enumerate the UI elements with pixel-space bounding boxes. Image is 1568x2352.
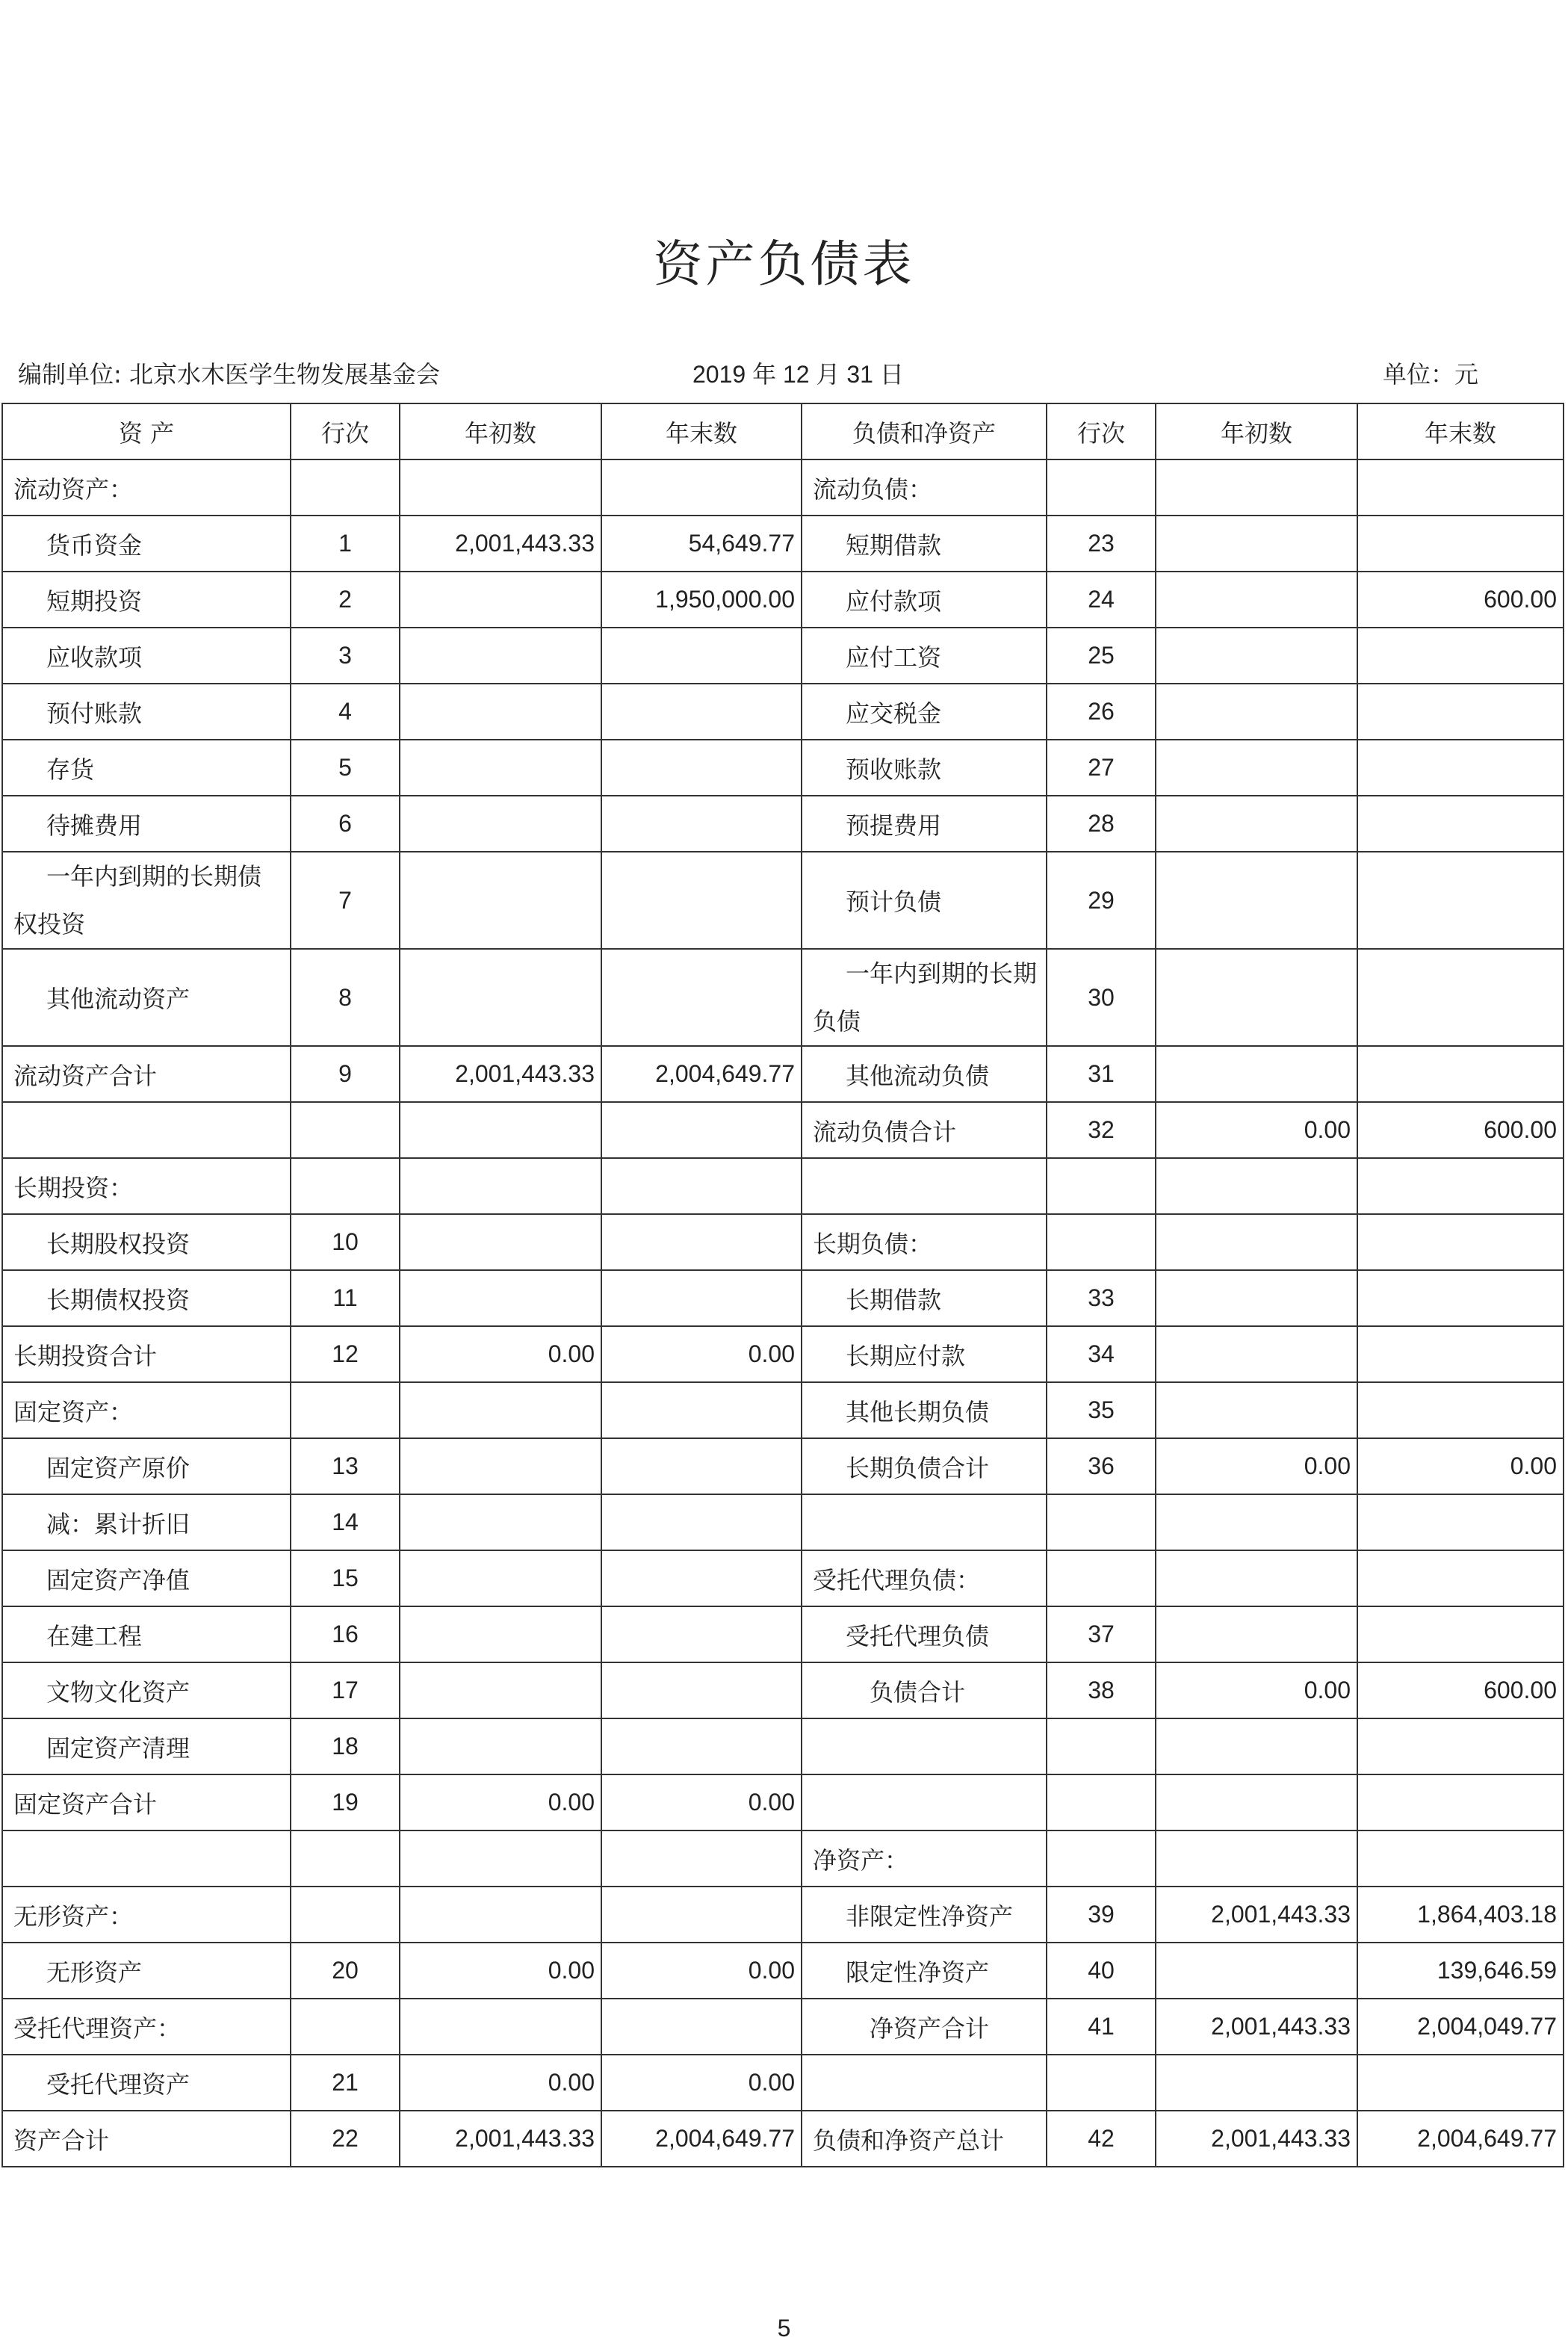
liability-end-value (1357, 1270, 1564, 1326)
asset-row-no: 22 (291, 2111, 400, 2167)
asset-row-no: 8 (291, 949, 400, 1046)
asset-row-no: 7 (291, 852, 400, 949)
asset-end-value (601, 1550, 802, 1606)
asset-begin-value (400, 740, 601, 796)
asset-begin-value (400, 852, 601, 949)
liability-row-no: 29 (1047, 852, 1156, 949)
asset-label: 流动资产合计 (2, 1046, 291, 1102)
liability-label: 长期应付款 (802, 1326, 1047, 1382)
liability-begin-value: 0.00 (1156, 1662, 1357, 1718)
liability-label (802, 1158, 1047, 1214)
asset-end-value (601, 1158, 802, 1214)
liability-label: 应付工资 (802, 628, 1047, 684)
liability-label (802, 1718, 1047, 1774)
asset-label: 存货 (2, 740, 291, 796)
asset-begin-value (400, 1550, 601, 1606)
liability-begin-value (1156, 684, 1357, 740)
asset-begin-value (400, 1662, 601, 1718)
header-begin: 年初数 (400, 403, 601, 459)
reporting-entity: 编制单位: 北京水木医学生物发展基金会 (18, 360, 440, 389)
asset-begin-value (400, 1102, 601, 1158)
liability-label (802, 2055, 1047, 2111)
liability-row-no: 27 (1047, 740, 1156, 796)
liability-begin-value (1156, 2055, 1357, 2111)
table-row (2, 459, 1564, 516)
liability-row-no (1047, 1550, 1156, 1606)
liability-row-no: 36 (1047, 1438, 1156, 1494)
asset-end-value (601, 1214, 802, 1270)
liability-begin-value (1156, 1326, 1357, 1382)
asset-end-value (601, 1999, 802, 2055)
liability-end-value: 600.00 (1357, 572, 1564, 628)
table-header-row (2, 403, 1564, 459)
table-row (2, 1943, 1564, 1999)
liability-end-value (1357, 1158, 1564, 1214)
asset-end-value (601, 1382, 802, 1438)
liability-begin-value: 0.00 (1156, 1102, 1357, 1158)
asset-label: 短期投资 (2, 572, 291, 628)
table-row (2, 1887, 1564, 1943)
asset-label: 长期股权投资 (2, 1214, 291, 1270)
liability-row-no: 26 (1047, 684, 1156, 740)
liability-end-value (1357, 1494, 1564, 1550)
liability-end-value (1357, 684, 1564, 740)
liability-begin-value (1156, 1830, 1357, 1887)
liability-end-value (1357, 1830, 1564, 1887)
liability-row-no (1047, 1774, 1156, 1830)
liability-label: 限定性净资产 (802, 1943, 1047, 1999)
liability-row-no: 30 (1047, 949, 1156, 1046)
asset-begin-value (400, 1270, 601, 1326)
asset-end-value (601, 628, 802, 684)
liability-begin-value (1156, 1494, 1357, 1550)
asset-end-value (601, 459, 802, 516)
liability-begin-value (1156, 852, 1357, 949)
asset-begin-value (400, 1438, 601, 1494)
asset-begin-value (400, 1830, 601, 1887)
liability-end-value (1357, 1550, 1564, 1606)
liability-end-value (1357, 1326, 1564, 1382)
liability-label: 负债和净资产总计 (802, 2111, 1047, 2167)
table-row (2, 1999, 1564, 2055)
liability-end-value (1357, 459, 1564, 516)
asset-label: 受托代理资产 (2, 2055, 291, 2111)
balance-sheet-table (1, 403, 1564, 2167)
currency-unit: 单位：元 (1383, 360, 1479, 389)
asset-end-value: 0.00 (601, 1943, 802, 1999)
asset-label: 固定资产原价 (2, 1438, 291, 1494)
asset-label: 无形资产 (2, 1943, 291, 1999)
table-row (2, 1550, 1564, 1606)
asset-row-no: 14 (291, 1494, 400, 1550)
asset-row-no: 11 (291, 1270, 400, 1326)
liability-row-no: 32 (1047, 1102, 1156, 1158)
asset-label: 在建工程 (2, 1606, 291, 1662)
liability-begin-value: 2,001,443.33 (1156, 1887, 1357, 1943)
liability-row-no: 28 (1047, 796, 1156, 852)
asset-label (2, 1102, 291, 1158)
liability-begin-value (1156, 1158, 1357, 1214)
header-end-2: 年末数 (1357, 403, 1564, 459)
liability-label: 一年内到期的长期负债 (802, 949, 1047, 1046)
liability-row-no: 23 (1047, 516, 1156, 572)
header-asset: 资 产 (2, 403, 291, 459)
asset-row-no: 13 (291, 1438, 400, 1494)
liability-begin-value (1156, 1270, 1357, 1326)
asset-label: 一年内到期的长期债权投资 (2, 852, 291, 949)
asset-row-no: 18 (291, 1718, 400, 1774)
liability-label (802, 1494, 1047, 1550)
liability-begin-value (1156, 1774, 1357, 1830)
asset-label: 应收款项 (2, 628, 291, 684)
liability-end-value: 2,004,049.77 (1357, 1999, 1564, 2055)
asset-end-value (601, 1606, 802, 1662)
asset-end-value (601, 796, 802, 852)
liability-begin-value (1156, 459, 1357, 516)
liability-label: 预收账款 (802, 740, 1047, 796)
report-date: 2019 年 12 月 31 日 (692, 361, 904, 388)
asset-end-value (601, 684, 802, 740)
table-row (2, 796, 1564, 852)
asset-row-no: 2 (291, 572, 400, 628)
liability-label: 长期借款 (802, 1270, 1047, 1326)
liability-label: 流动负债合计 (802, 1102, 1047, 1158)
liability-begin-value (1156, 796, 1357, 852)
asset-end-value: 0.00 (601, 1774, 802, 1830)
asset-end-value: 0.00 (601, 1326, 802, 1382)
asset-begin-value (400, 572, 601, 628)
asset-row-no: 9 (291, 1046, 400, 1102)
asset-begin-value (400, 796, 601, 852)
header-liability: 负债和净资产 (802, 403, 1047, 459)
liability-row-no: 40 (1047, 1943, 1156, 1999)
liability-row-no (1047, 1830, 1156, 1887)
liability-row-no: 24 (1047, 572, 1156, 628)
liability-begin-value: 2,001,443.33 (1156, 1999, 1357, 2055)
asset-begin-value (400, 1382, 601, 1438)
table-row (2, 1606, 1564, 1662)
asset-row-no (291, 1158, 400, 1214)
liability-row-no (1047, 1494, 1156, 1550)
liability-end-value (1357, 852, 1564, 949)
liability-begin-value: 0.00 (1156, 1438, 1357, 1494)
table-row (2, 1718, 1564, 1774)
asset-begin-value (400, 628, 601, 684)
asset-row-no: 1 (291, 516, 400, 572)
liability-begin-value (1156, 1046, 1357, 1102)
asset-end-value: 1,950,000.00 (601, 572, 802, 628)
asset-end-value (601, 1718, 802, 1774)
liability-label: 净资产合计 (802, 1999, 1047, 2055)
liability-label: 流动负债： (802, 459, 1047, 516)
liability-begin-value (1156, 628, 1357, 684)
liability-row-no: 38 (1047, 1662, 1156, 1718)
asset-end-value: 2,004,649.77 (601, 2111, 802, 2167)
table-row (2, 1494, 1564, 1550)
asset-label: 货币资金 (2, 516, 291, 572)
asset-begin-value (400, 1214, 601, 1270)
asset-row-no: 17 (291, 1662, 400, 1718)
table-row (2, 1774, 1564, 1830)
asset-begin-value (400, 1999, 601, 2055)
liability-row-no: 34 (1047, 1326, 1156, 1382)
liability-label: 长期负债合计 (802, 1438, 1047, 1494)
asset-end-value (601, 949, 802, 1046)
liability-row-no: 41 (1047, 1999, 1156, 2055)
liability-end-value (1357, 1774, 1564, 1830)
asset-label: 预付账款 (2, 684, 291, 740)
asset-end-value (601, 740, 802, 796)
asset-label: 受托代理资产： (2, 1999, 291, 2055)
asset-label: 资产合计 (2, 2111, 291, 2167)
liability-label: 预计负债 (802, 852, 1047, 949)
liability-end-value (1357, 2055, 1564, 2111)
liability-row-no: 35 (1047, 1382, 1156, 1438)
liability-row-no (1047, 1214, 1156, 1270)
asset-label: 固定资产合计 (2, 1774, 291, 1830)
liability-end-value (1357, 628, 1564, 684)
liability-row-no: 25 (1047, 628, 1156, 684)
liability-row-no: 31 (1047, 1046, 1156, 1102)
liability-label: 其他流动负债 (802, 1046, 1047, 1102)
table-row (2, 1382, 1564, 1438)
liability-end-value (1357, 949, 1564, 1046)
asset-begin-value (400, 1494, 601, 1550)
table-row (2, 1662, 1564, 1718)
asset-begin-value (400, 684, 601, 740)
liability-end-value: 139,646.59 (1357, 1943, 1564, 1999)
liability-begin-value (1156, 516, 1357, 572)
asset-row-no (291, 459, 400, 516)
asset-begin-value: 0.00 (400, 1774, 601, 1830)
liability-label: 应交税金 (802, 684, 1047, 740)
liability-row-no: 33 (1047, 1270, 1156, 1326)
asset-label (2, 1830, 291, 1887)
liability-end-value (1357, 1382, 1564, 1438)
liability-label: 预提费用 (802, 796, 1047, 852)
table-row (2, 1158, 1564, 1214)
liability-end-value: 600.00 (1357, 1662, 1564, 1718)
asset-row-no: 6 (291, 796, 400, 852)
liability-end-value (1357, 1606, 1564, 1662)
asset-end-value (601, 1270, 802, 1326)
liability-begin-value (1156, 1606, 1357, 1662)
asset-begin-value: 0.00 (400, 1326, 601, 1382)
liability-row-no (1047, 1158, 1156, 1214)
table-row (2, 1438, 1564, 1494)
asset-begin-value: 2,001,443.33 (400, 516, 601, 572)
asset-row-no: 3 (291, 628, 400, 684)
asset-begin-value (400, 1606, 601, 1662)
asset-end-value (601, 1830, 802, 1887)
page-title: 资产负债表 (653, 235, 915, 293)
asset-row-no: 20 (291, 1943, 400, 1999)
liability-end-value: 2,004,649.77 (1357, 2111, 1564, 2167)
liability-end-value: 600.00 (1357, 1102, 1564, 1158)
liability-label: 负债合计 (802, 1662, 1047, 1718)
asset-label: 固定资产清理 (2, 1718, 291, 1774)
asset-label: 固定资产： (2, 1382, 291, 1438)
liability-end-value (1357, 516, 1564, 572)
header-row-no-2: 行次 (1047, 403, 1156, 459)
liability-begin-value: 2,001,443.33 (1156, 2111, 1357, 2167)
asset-label: 其他流动资产 (2, 949, 291, 1046)
liability-begin-value (1156, 740, 1357, 796)
asset-end-value (601, 1102, 802, 1158)
table-row (2, 684, 1564, 740)
asset-label: 流动资产： (2, 459, 291, 516)
asset-end-value (601, 1494, 802, 1550)
asset-row-no: 19 (291, 1774, 400, 1830)
page-number: 5 (777, 2315, 791, 2342)
liability-row-no (1047, 1718, 1156, 1774)
liability-end-value (1357, 1214, 1564, 1270)
liability-end-value (1357, 796, 1564, 852)
liability-row-no: 37 (1047, 1606, 1156, 1662)
asset-row-no: 21 (291, 2055, 400, 2111)
asset-row-no (291, 1999, 400, 2055)
table-row (2, 740, 1564, 796)
asset-begin-value (400, 949, 601, 1046)
asset-label: 待摊费用 (2, 796, 291, 852)
asset-end-value: 2,004,649.77 (601, 1046, 802, 1102)
liability-end-value (1357, 1718, 1564, 1774)
header-begin-2: 年初数 (1156, 403, 1357, 459)
table-row (2, 1102, 1564, 1158)
table-row (2, 516, 1564, 572)
liability-row-no (1047, 2055, 1156, 2111)
liability-label: 短期借款 (802, 516, 1047, 572)
asset-label: 长期债权投资 (2, 1270, 291, 1326)
liability-begin-value (1156, 949, 1357, 1046)
liability-label: 受托代理负债 (802, 1606, 1047, 1662)
asset-label: 长期投资合计 (2, 1326, 291, 1382)
asset-begin-value (400, 459, 601, 516)
table-row (2, 1046, 1564, 1102)
liability-label: 其他长期负债 (802, 1382, 1047, 1438)
table-row (2, 2111, 1564, 2167)
table-row (2, 1214, 1564, 1270)
liability-label: 非限定性净资产 (802, 1887, 1047, 1943)
asset-begin-value: 2,001,443.33 (400, 2111, 601, 2167)
asset-begin-value (400, 1887, 601, 1943)
liability-label: 长期负债： (802, 1214, 1047, 1270)
asset-begin-value: 0.00 (400, 1943, 601, 1999)
liability-begin-value (1156, 1214, 1357, 1270)
liability-end-value (1357, 740, 1564, 796)
liability-label (802, 1774, 1047, 1830)
table-row (2, 1270, 1564, 1326)
asset-row-no (291, 1887, 400, 1943)
asset-label: 长期投资： (2, 1158, 291, 1214)
liability-end-value: 0.00 (1357, 1438, 1564, 1494)
asset-end-value (601, 852, 802, 949)
table-row (2, 1326, 1564, 1382)
asset-end-value: 0.00 (601, 2055, 802, 2111)
header-row-no: 行次 (291, 403, 400, 459)
asset-begin-value: 0.00 (400, 2055, 601, 2111)
liability-row-no: 39 (1047, 1887, 1156, 1943)
liability-end-value (1357, 1046, 1564, 1102)
asset-row-no: 10 (291, 1214, 400, 1270)
table-row (2, 2055, 1564, 2111)
asset-end-value (601, 1887, 802, 1943)
asset-label: 无形资产： (2, 1887, 291, 1943)
asset-begin-value (400, 1718, 601, 1774)
asset-row-no (291, 1830, 400, 1887)
asset-end-value (601, 1438, 802, 1494)
table-row (2, 1830, 1564, 1887)
asset-row-no (291, 1382, 400, 1438)
asset-label: 减：累计折旧 (2, 1494, 291, 1550)
asset-label: 固定资产净值 (2, 1550, 291, 1606)
liability-label: 应付款项 (802, 572, 1047, 628)
liability-label: 净资产： (802, 1830, 1047, 1887)
liability-end-value: 1,864,403.18 (1357, 1887, 1564, 1943)
asset-end-value (601, 1662, 802, 1718)
asset-row-no (291, 1102, 400, 1158)
liability-row-no (1047, 459, 1156, 516)
asset-row-no: 16 (291, 1606, 400, 1662)
asset-label: 文物文化资产 (2, 1662, 291, 1718)
table-row (2, 572, 1564, 628)
asset-row-no: 5 (291, 740, 400, 796)
table-row (2, 628, 1564, 684)
liability-begin-value (1156, 1718, 1357, 1774)
asset-end-value: 54,649.77 (601, 516, 802, 572)
liability-begin-value (1156, 1550, 1357, 1606)
liability-label: 受托代理负债： (802, 1550, 1047, 1606)
liability-begin-value (1156, 1943, 1357, 1999)
liability-begin-value (1156, 572, 1357, 628)
asset-row-no: 15 (291, 1550, 400, 1606)
asset-begin-value: 2,001,443.33 (400, 1046, 601, 1102)
asset-begin-value (400, 1158, 601, 1214)
table-row (2, 852, 1564, 949)
asset-row-no: 4 (291, 684, 400, 740)
liability-row-no: 42 (1047, 2111, 1156, 2167)
asset-row-no: 12 (291, 1326, 400, 1382)
table-row (2, 949, 1564, 1046)
liability-begin-value (1156, 1382, 1357, 1438)
header-end: 年末数 (601, 403, 802, 459)
